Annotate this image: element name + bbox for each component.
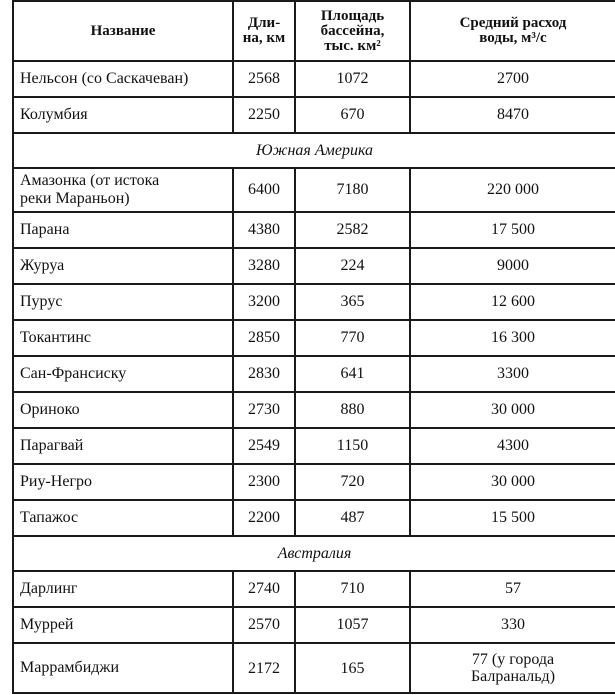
river-flow: 17 500 [410,212,615,248]
header-length: Дли- на, км [233,1,295,61]
river-name: Нельсон (со Саскачеван) [13,61,233,97]
river-area: 1072 [295,61,410,97]
flow-line2: Балранальд) [470,668,556,685]
river-length: 2549 [233,428,295,464]
table-row [13,607,615,643]
river-flow: 220 000 [410,168,615,212]
river-area: 710 [295,571,410,607]
river-length: 3200 [233,284,295,320]
river-flow: 57 [410,571,615,607]
river-flow: 9000 [410,248,615,284]
river-name [13,168,233,212]
river-name: Ориноко [13,392,233,428]
river-length: 2300 [233,464,295,500]
header-row [13,1,615,61]
river-name: Муррей [13,607,233,643]
river-area: 7180 [295,168,410,212]
river-name: Парагвай [13,428,233,464]
table-row [13,428,615,464]
region-row [13,133,615,168]
table-row [13,284,615,320]
river-area: 720 [295,464,410,500]
table-row [13,212,615,248]
table-row [13,643,615,693]
river-name: Риу-Негро [13,464,233,500]
river-area: 1057 [295,607,410,643]
river-length: 2850 [233,320,295,356]
river-name: Парана [13,212,233,248]
river-flow: 3300 [410,356,615,392]
table-row [13,356,615,392]
table-row [13,61,615,97]
table-row [13,97,615,133]
region-row [13,536,615,571]
header-flow: Средний расход воды, м³/с [410,1,615,61]
river-flow: 16 300 [410,320,615,356]
river-length: 2570 [233,607,295,643]
river-name: Тапажос [13,500,233,536]
river-length: 3280 [233,248,295,284]
river-flow: 30 000 [410,392,615,428]
river-flow: 8470 [410,97,615,133]
river-area: 165 [295,643,410,693]
river-flow: 330 [410,607,615,643]
river-area: 770 [295,320,410,356]
river-name: Пурус [13,284,233,320]
river-area: 365 [295,284,410,320]
region-south-america: Южная Америка [13,133,615,168]
river-area: 641 [295,356,410,392]
table-row [13,392,615,428]
river-length: 2830 [233,356,295,392]
river-area: 224 [295,248,410,284]
flow-line1: 77 (у города [471,651,555,668]
table-row [13,320,615,356]
amazon-name-line2: реки Мараньон) [20,190,130,207]
table-row [13,168,615,212]
river-length: 2568 [233,61,295,97]
river-flow: 30 000 [410,464,615,500]
header-name: Название [13,1,233,61]
river-flow [410,643,615,693]
river-length: 2740 [233,571,295,607]
region-australia: Австралия [13,536,615,571]
river-length: 2200 [233,500,295,536]
river-name: Маррамбиджи [13,643,233,693]
table-row [13,571,615,607]
table-row [13,500,615,536]
river-flow: 2700 [410,61,615,97]
river-length: 2172 [233,643,295,693]
river-name: Журуа [13,248,233,284]
river-name: Дарлинг [13,571,233,607]
river-name: Токантинс [13,320,233,356]
river-area: 670 [295,97,410,133]
river-length: 2730 [233,392,295,428]
river-area: 2582 [295,212,410,248]
rivers-table [12,0,615,694]
river-area: 1150 [295,428,410,464]
river-flow: 4300 [410,428,615,464]
header-area: Площадь бассейна, тыс. км² [295,1,410,61]
table-row [13,248,615,284]
river-name: Сан-Франсиску [13,356,233,392]
river-flow: 12 600 [410,284,615,320]
river-area: 880 [295,392,410,428]
river-area: 487 [295,500,410,536]
table-row [13,464,615,500]
river-length: 2250 [233,97,295,133]
river-length: 6400 [233,168,295,212]
river-flow: 15 500 [410,500,615,536]
river-name: Колумбия [13,97,233,133]
amazon-name-line1: Амазонка (от истока [20,172,160,189]
river-length: 4380 [233,212,295,248]
